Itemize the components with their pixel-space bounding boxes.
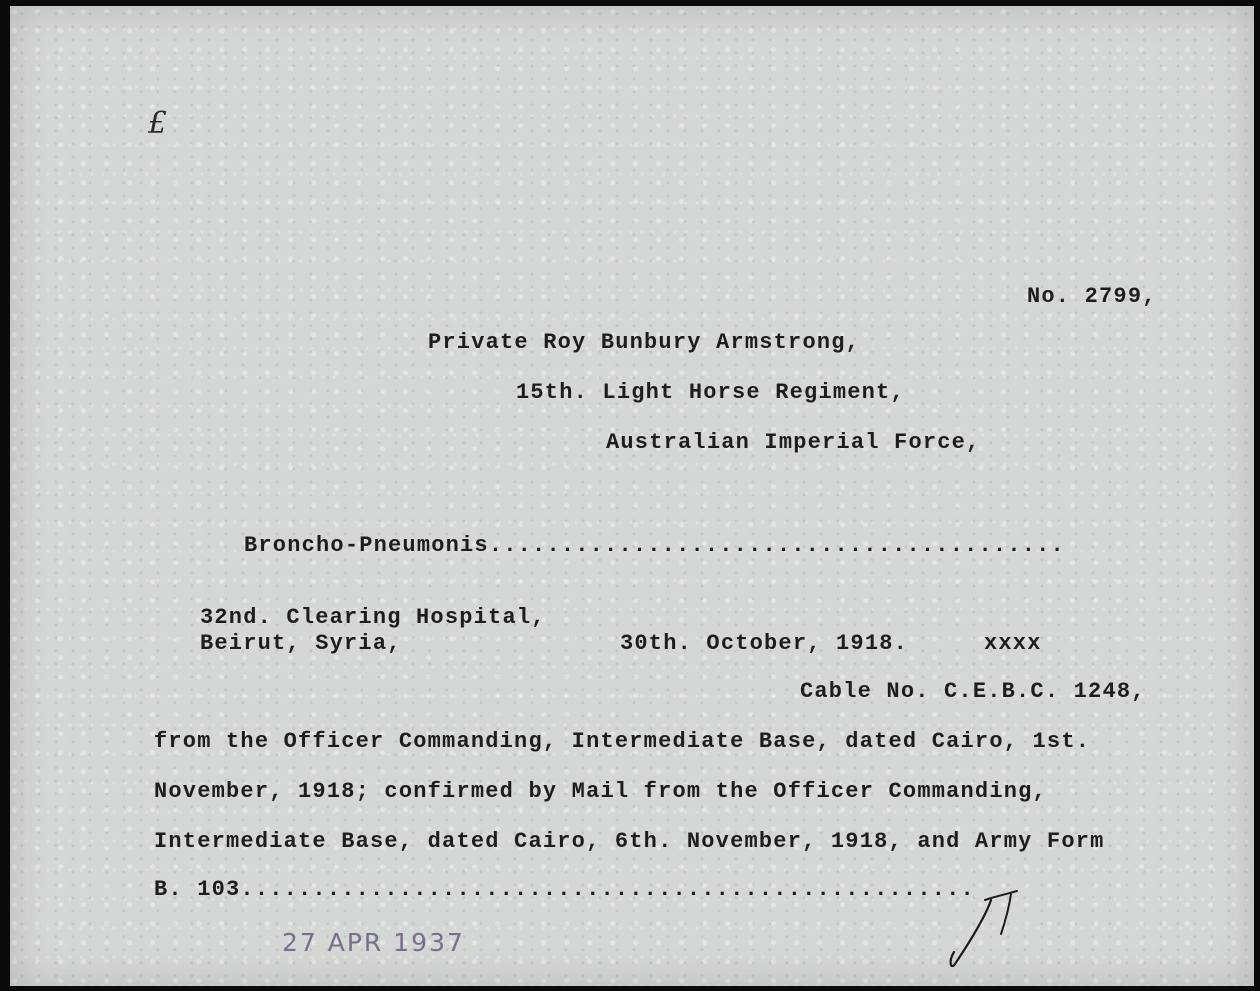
soldier-name: Private Roy Bunbury Armstrong,: [428, 330, 861, 355]
corner-handwritten-mark: £: [148, 106, 168, 141]
cause-of-death: Broncho-Pneumonis........................................: [244, 533, 1065, 558]
handwritten-signature: [945, 886, 1040, 971]
body-line-3: Intermediate Base, dated Cairo, 6th. November, 1918, and Army Form: [154, 829, 1105, 854]
body-line-1: from the Officer Commanding, Intermediate Base, dated Cairo, 1st.: [154, 729, 1091, 754]
force-name: Australian Imperial Force,: [606, 430, 981, 455]
body-line-2: November, 1918; confirmed by Mail from the Officer Commanding,: [154, 779, 1047, 804]
body-line-4: B. 103...................................................: [154, 877, 975, 902]
hospital-location: Beirut, Syria,: [200, 631, 402, 656]
document-sheet: [10, 6, 1254, 986]
unit-name: 15th. Light Horse Regiment,: [516, 380, 905, 405]
cable-reference: Cable No. C.E.B.C. 1248,: [800, 679, 1146, 704]
date-stamp: 27 APR 1937: [282, 928, 465, 957]
hospital-name: 32nd. Clearing Hospital,: [200, 605, 546, 630]
death-date: 30th. October, 1918.: [620, 631, 909, 656]
service-number: No. 2799,: [1027, 284, 1157, 309]
xxxx-mark: xxxx: [984, 631, 1042, 656]
